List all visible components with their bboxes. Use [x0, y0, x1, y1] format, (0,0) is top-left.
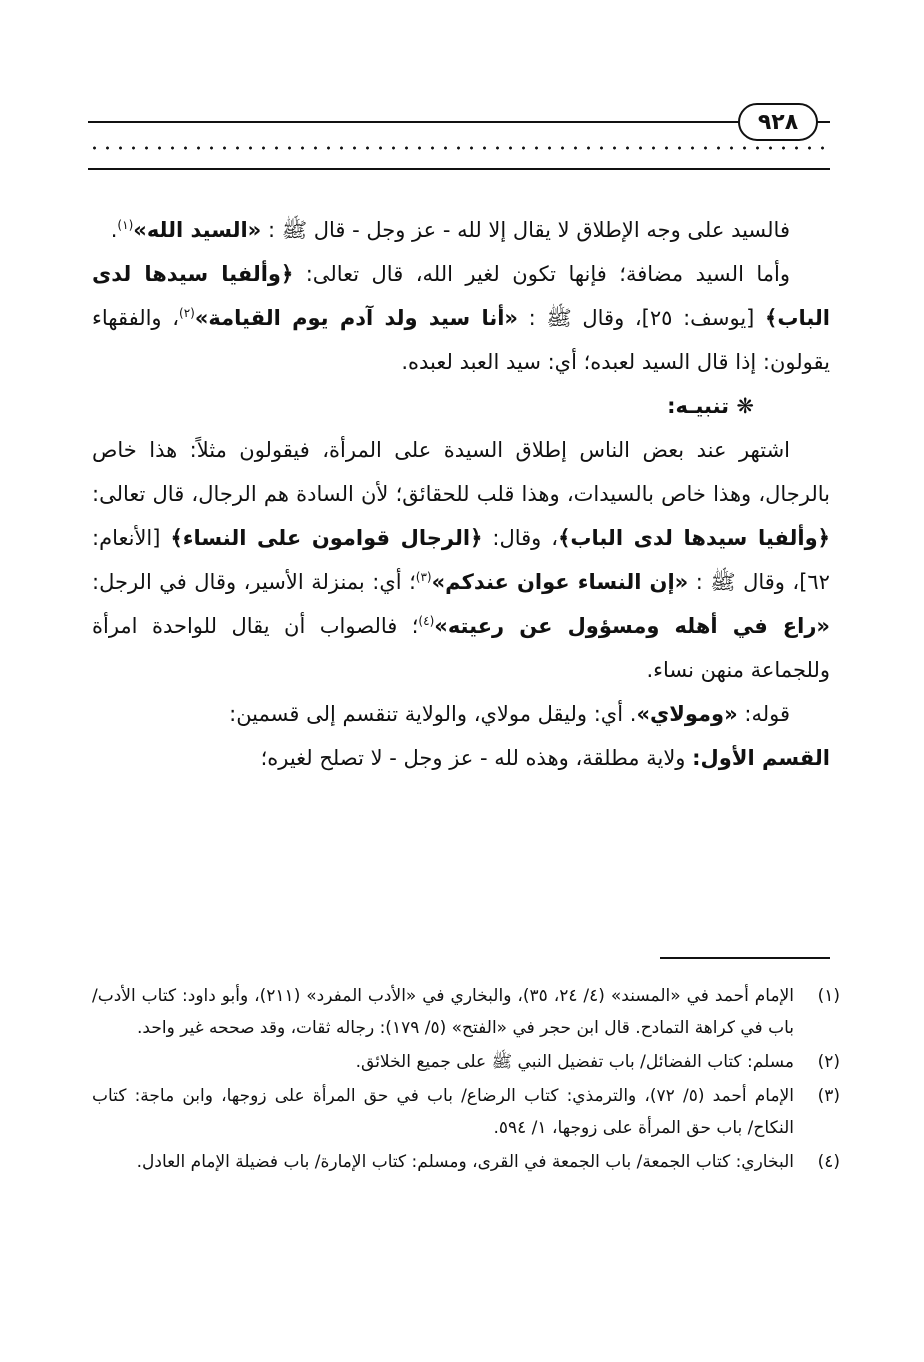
paragraph-1: فالسيد على وجه الإطلاق لا يقال إلا لله - عز وجل - قال ﷺ : «السيد الله»$^{(١)}$.	[110, 218, 790, 242]
paragraph-4: قوله: «ومولاي». أي: وليقل مولاي، والولاية تنقسم إلى قسمين:	[229, 702, 790, 726]
footnote-text: البخاري: كتاب الجمعة/ باب الجمعة في القرى، ومسلم: كتاب الإمارة/ باب فضيلة الإمام العادل.	[136, 1152, 794, 1172]
footnote-number: (٤)	[817, 1152, 840, 1172]
hadith-quote: «أنا سيد ولد آدم يوم القيامة»	[194, 306, 518, 330]
paragraph-3: اشتهر عند بعض الناس إطلاق السيدة على المرأة، فيقولون مثلاً: هذا خاص بالرجال، وهذا خاص بالسيدات، وهذا قلب للحقائق؛ لأن السادة هم الرجال، قال تعالى: ﴿وألفيا سيدها لدى الباب﴾، وقال: ﴿الرجال قوامون على النساء﴾ [الأنعام: ٦٢]، وقال ﷺ : «إن النساء عوان عندكم»$^{(٣)}$؛ أي: بمنزلة الأسير، وقال في الرجل: «راع في أهله ومسؤول عن رعيته»$^{(٤)}$؛ فالصواب أن يقال للواحدة امرأة وللجماعة منهن نساء.	[92, 438, 830, 682]
footnote-ref[interactable]: (٤)	[418, 614, 435, 628]
header-rule-bottom	[88, 168, 830, 170]
footnote-ref[interactable]: (١)	[117, 218, 134, 232]
hadith-quote: «إن النساء عوان عندكم»	[431, 570, 689, 594]
footnote-text: الإمام أحمد (٥/ ٧٢)، والترمذي: كتاب الرضاع/ باب في حق المرأة على زوجها، وابن ماجة: كتاب النكاح/ باب حق المرأة على زوجها، ١/ ٥٩٤.	[92, 1086, 795, 1138]
footnotes	[92, 980, 840, 1180]
footnote-text: الإمام أحمد في «المسند» (٤/ ٢٤، ٣٥)، والبخاري في «الأدب المفرد» (٢١١)، وأبو داود: كتاب الأدب/ باب في كراهة التمادح. قال ابن حجر في «الفتح» (٥/ ١٧٩): رجاله ثقات، وقد صححه غير واحد.	[92, 986, 794, 1038]
hadith-quote: «راع في أهله ومسؤول عن رعيته»	[434, 614, 830, 638]
footnote-item	[92, 980, 840, 1044]
footnote-number: (٢)	[817, 1052, 840, 1072]
hadith-quote: «السيد الله»	[133, 218, 262, 242]
main-text	[92, 208, 830, 780]
verse-quote: ﴿الرجال قوامون على النساء﴾	[170, 526, 483, 550]
section-label: القسم الأول:	[692, 746, 830, 770]
footnote-number: (١)	[817, 986, 840, 1006]
footnote-ref[interactable]: (٣)	[415, 570, 432, 584]
page-number: ٩٢٨	[738, 103, 818, 141]
paragraph-5: القسم الأول: ولاية مطلقة، وهذه لله - عز وجل - لا تصلح لغيره؛	[260, 746, 830, 770]
quoted-term: «ومولاي»	[636, 702, 738, 726]
header-rule-top	[88, 121, 830, 123]
verse-quote: ﴿وألفيا سيدها لدى الباب﴾	[92, 262, 830, 330]
footnote-ref[interactable]: (٢)	[179, 306, 195, 320]
paragraph-2: وأما السيد مضافة؛ فإنها تكون لغير الله، قال تعالى: ﴿وألفيا سيدها لدى الباب﴾ [يوسف: ٢٥]، وقال ﷺ : «أنا سيد ولد آدم يوم القيامة»$^{(٢)}$، والفقهاء يقولون: إذا قال السيد لعبده؛ أي: سيد العبد لعبده.	[92, 262, 830, 374]
footnote-text: مسلم: كتاب الفضائل/ باب تفضيل النبي ﷺ على جميع الخلائق.	[355, 1052, 794, 1072]
asterisk-icon: ❋	[736, 394, 754, 418]
footnote-item	[92, 1046, 840, 1078]
footnote-number: (٣)	[817, 1086, 840, 1106]
footnote-separator	[660, 957, 830, 959]
note-heading: ❋ تنبيـه:	[667, 394, 754, 418]
header-dotted-rule	[88, 146, 830, 150]
footnote-item	[92, 1080, 840, 1144]
verse-quote: ﴿وألفيا سيدها لدى الباب﴾	[558, 526, 830, 550]
footnote-item	[92, 1146, 840, 1178]
